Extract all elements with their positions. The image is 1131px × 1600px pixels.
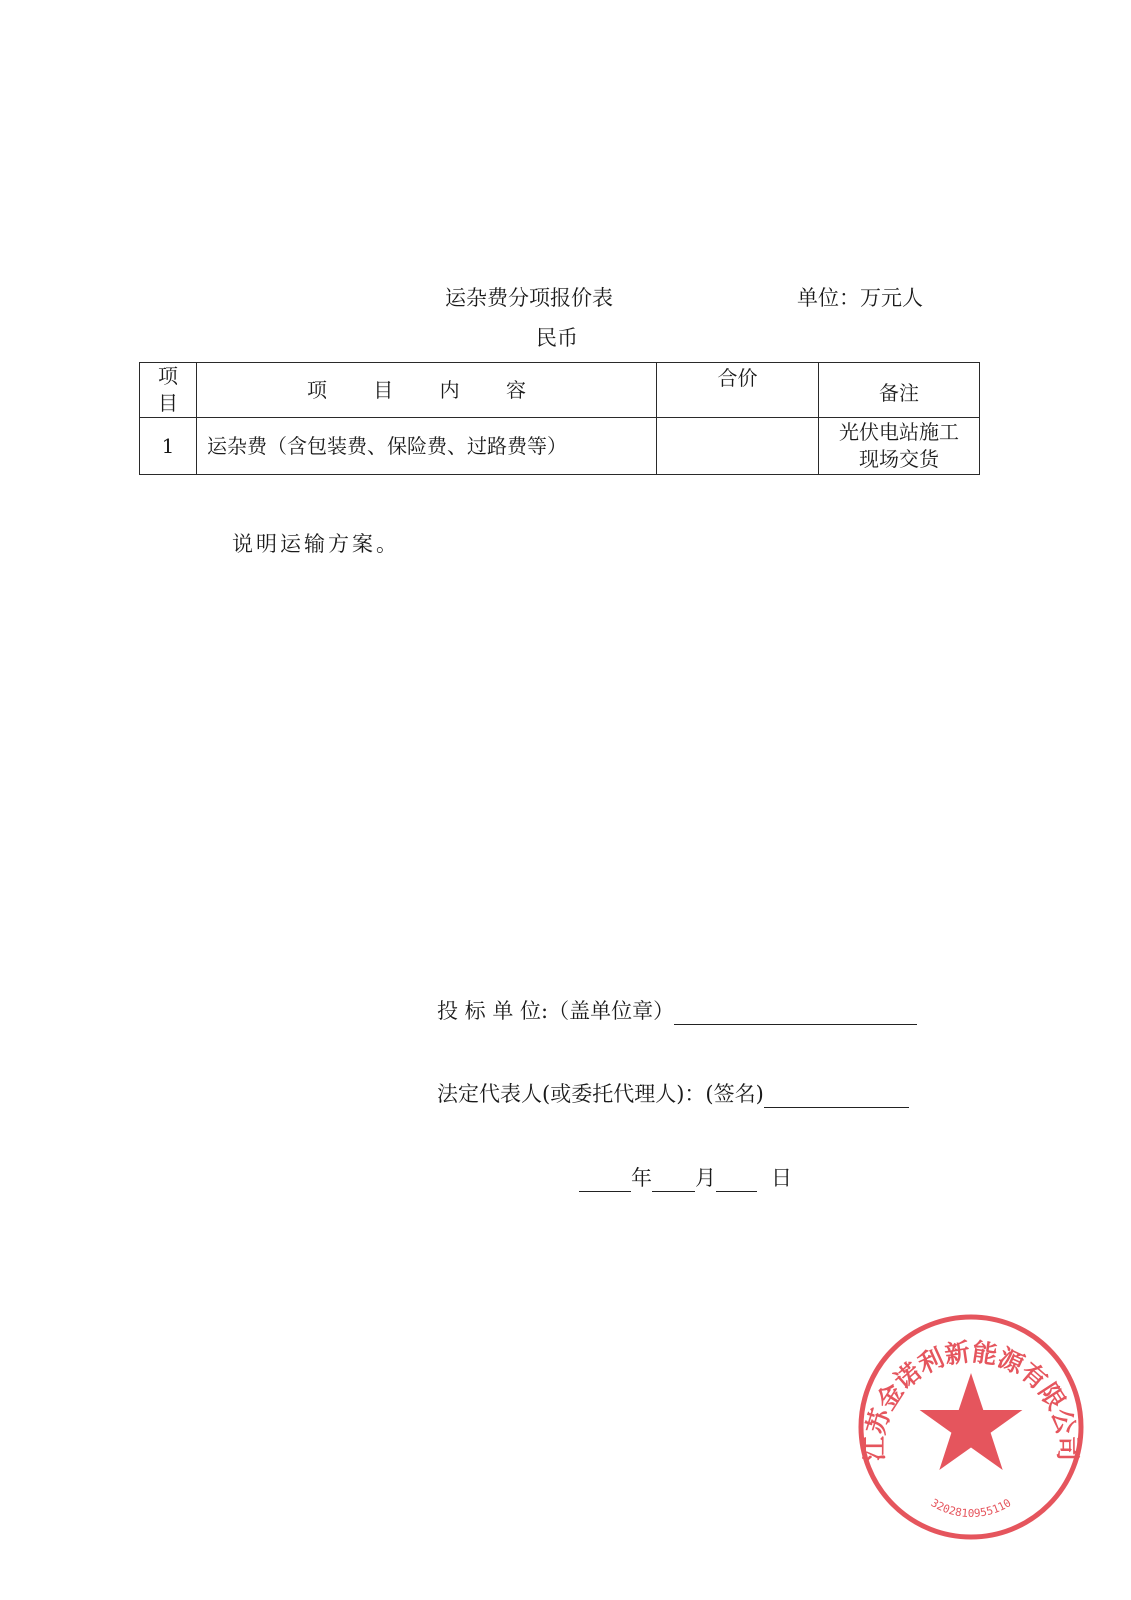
bidder-line	[437, 995, 917, 1025]
bidder-blank	[674, 1003, 917, 1025]
year-label: 年	[631, 1166, 652, 1190]
month-label: 月	[695, 1166, 716, 1190]
seal-company-name: 江苏金诺利新能源有限公司	[859, 1337, 1083, 1462]
row-price	[657, 418, 819, 475]
day-label: 日	[771, 1166, 792, 1190]
header-item-line1: 项	[158, 364, 178, 388]
header-content	[197, 363, 657, 418]
header-price	[657, 363, 819, 418]
quote-table	[139, 362, 980, 475]
legal-rep-blank	[764, 1086, 909, 1108]
table-row	[140, 418, 980, 475]
year-blank	[579, 1170, 631, 1192]
row-item-no: 1	[140, 418, 197, 475]
document-title: 运杂费分项报价表	[445, 286, 613, 310]
date-line	[579, 1162, 792, 1192]
header-item-no	[140, 363, 197, 418]
legal-rep-label: 法定代表人(或委托代理人)：(签名)	[437, 1082, 764, 1106]
row-remark	[819, 418, 980, 475]
header-remark	[819, 363, 980, 418]
seal-number: 3202810955110	[928, 1496, 1014, 1521]
day-blank	[716, 1170, 757, 1192]
unit-label: 单位：万元人	[797, 286, 923, 310]
row-content: 运杂费（含包装费、保险费、过路费等）	[197, 418, 657, 475]
table-header-row	[140, 363, 980, 418]
header-remark-label: 备注	[879, 380, 919, 405]
header-price-label: 合价	[717, 366, 758, 390]
unit-continuation: 民币	[536, 326, 578, 350]
seal-star-icon	[920, 1373, 1023, 1470]
month-blank	[652, 1170, 695, 1192]
row-remark-line2: 现场交货	[859, 447, 939, 471]
header-item-line2: 目	[158, 391, 178, 415]
header-content-label: 项 目 内 容	[306, 377, 547, 402]
row-remark-line1: 光伏电站施工	[839, 420, 959, 444]
company-seal	[855, 1311, 1087, 1543]
bidder-label: 投 标 单 位:（盖单位章）	[437, 999, 675, 1023]
transport-note: 说明运输方案。	[232, 532, 400, 556]
legal-rep-line	[437, 1078, 909, 1108]
